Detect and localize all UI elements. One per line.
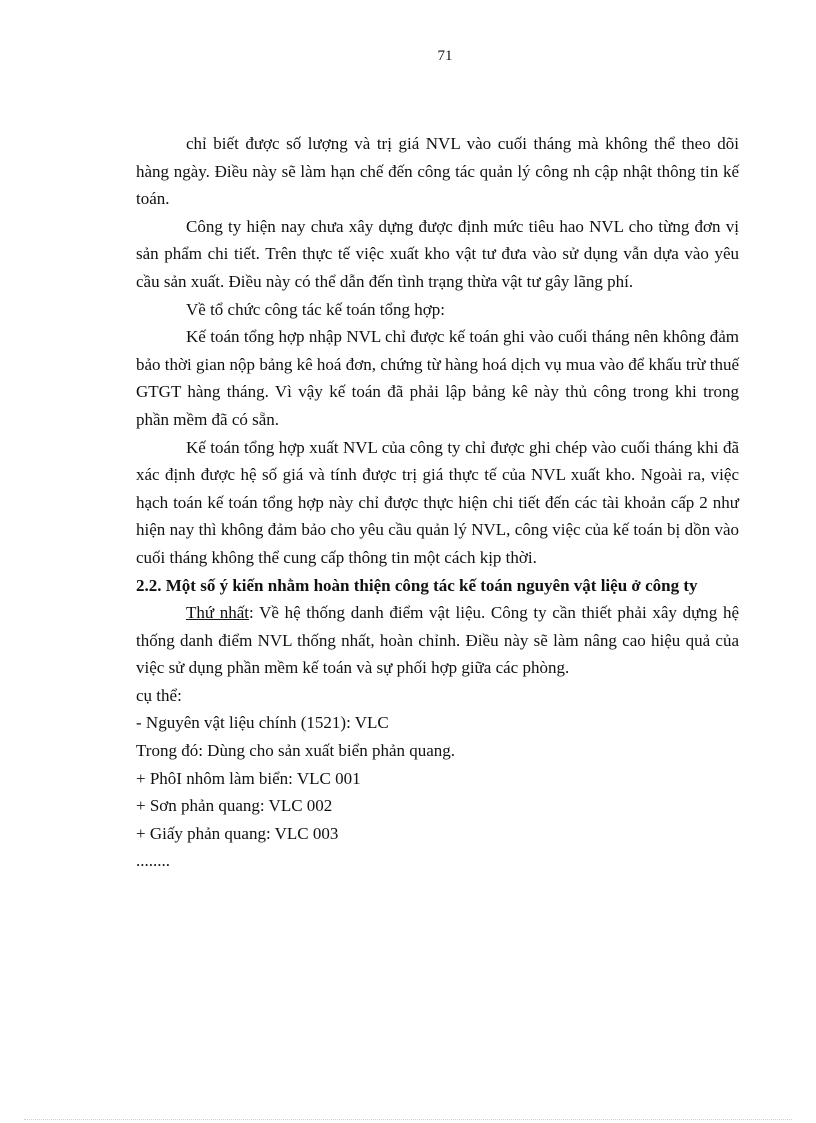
- first-text: : Về hệ thống danh điểm vật liệu. Công ty cần thiết phải xây dựng hệ thống danh điểm NVL thống nhất, hoàn chỉnh. Điều này sẽ làm nâng cao hiệu quả của việc sử dụng phần mềm kế toán và sự phối hợp giữa các phòng.: [136, 603, 739, 678]
- page-bottom-border: [24, 1119, 792, 1120]
- paragraph-export-accounting: Kế toán tổng hợp xuất NVL của công ty chỉ được ghi chép vào cuối tháng khi đã xác định được hệ số giá và tính được trị giá thực tế của NVL xuất kho. Ngoài ra, việc hạch toán kế toán tổng hợp này chỉ được thực hiện chi tiết đến các tài khoản cấp 2 như hiện nay thì không đảm bảo cho yêu cầu quản lý NVL, công việc của kế toán bị dồn vào cuối tháng không thể cung cấp thông tin một cách kịp thời.: [136, 437, 739, 567]
- paragraph-first-recommendation: [136, 599, 739, 682]
- list-item: - Nguyên vật liệu chính (1521): VLC: [136, 713, 389, 733]
- list-ellipsis: ........: [136, 851, 170, 871]
- list-intro: cụ thể:: [136, 685, 182, 705]
- paragraph-material-tracking: chỉ biết được số lượng và trị giá NVL vào cuối tháng mà không thể theo dõi hàng ngày. Điều này sẽ làm hạn chế đến công tác quản lý công nh cập nhật thông tin kế toán.: [136, 134, 739, 209]
- paragraph-import-accounting: Kế toán tổng hợp nhập NVL chỉ được kế toán ghi vào cuối tháng nên không đảm bảo thời gian nộp bảng kê hoá đơn, chứng từ hàng hoá dịch vụ mua vào để khấu trừ thuế GTGT hàng tháng. Vì vậy kế toán đã phải lập bảng kê này thủ công trong khi trong phần mềm đã có sẵn.: [136, 327, 739, 429]
- paragraph-general-accounting-title: Về tổ chức công tác kế toán tổng hợp:: [186, 299, 445, 319]
- first-label: Thứ nhất: [186, 603, 250, 623]
- paragraph-consumption-norms: Công ty hiện nay chưa xây dựng được định mức tiêu hao NVL cho từng đơn vị sản phẩm chi tiết. Trên thực tế việc xuất kho vật tư đưa vào sử dụng vẫn dựa vào yêu cầu sản xuất. Điều này có thể dẫn đến tình trạng thừa vật tư gây lãng phí.: [136, 216, 739, 291]
- page-number: 71: [437, 48, 453, 64]
- list-item: + Giấy phản quang: VLC 003: [136, 823, 339, 843]
- list-item: Trong đó: Dùng cho sản xuất biển phản quang.: [136, 741, 456, 761]
- document-body: [136, 130, 739, 875]
- list-item: + PhôI nhôm làm biển: VLC 001: [136, 768, 361, 788]
- list-item: + Sơn phản quang: VLC 002: [136, 796, 333, 816]
- section-heading: 2.2. Một số ý kiến nhằm hoàn thiện công tác kế toán nguyên vật liệu ở công ty: [136, 575, 698, 595]
